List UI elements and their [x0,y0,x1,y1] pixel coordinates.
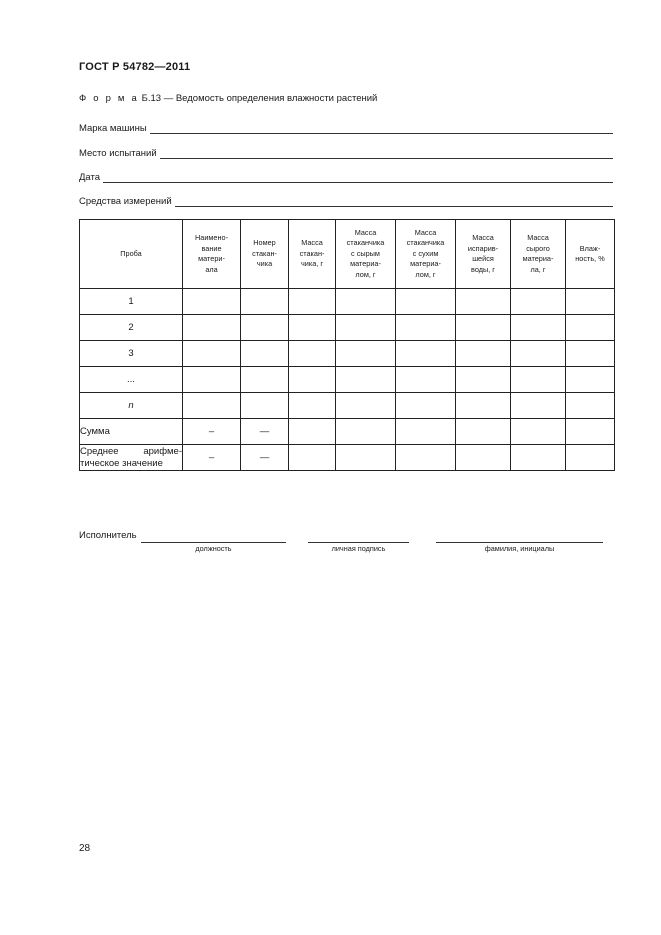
cell[interactable] [396,341,456,367]
position-line[interactable] [141,542,286,543]
cell[interactable] [336,419,396,445]
cell[interactable] [456,315,511,341]
cell[interactable] [241,341,289,367]
cell[interactable] [396,445,456,471]
field-label: Место испытаний [79,148,157,159]
cell[interactable] [336,367,396,393]
field-label: Марка машины [79,123,147,134]
cell[interactable] [566,445,615,471]
cell[interactable] [289,367,336,393]
cell[interactable] [456,289,511,315]
cell[interactable] [566,341,615,367]
table-row [80,315,615,341]
field-label: Дата [79,172,101,183]
col-header-moisture: Влаж- ность, % [566,220,615,289]
sum-label: Сумма [80,419,183,445]
position-caption: должность [195,544,232,553]
document-code: ГОСТ Р 54782—2011 [79,61,191,73]
cell[interactable] [511,341,566,367]
probe-cell: 2 [80,315,183,341]
col-header-wet-mass: Масса стаканчика с сырым материа- лом, г [336,220,396,289]
probe-cell: 1 [80,289,183,315]
col-header-cup-mass: Масса стакан- чика, г [289,220,336,289]
cell[interactable] [241,315,289,341]
name-caption: фамилия, инициалы [484,544,555,553]
moisture-table [79,219,615,471]
col-header-raw-mass: Масса сырого материа- ла, г [511,220,566,289]
cell[interactable] [566,289,615,315]
cell[interactable] [456,445,511,471]
signature-caption: личная подпись [331,544,386,553]
col-header-probe: Проба [80,220,183,289]
cell[interactable] [336,445,396,471]
signature-line[interactable] [308,542,409,543]
fill-line[interactable] [150,122,613,134]
cell[interactable] [511,419,566,445]
dash-cell: — [241,419,289,445]
col-header-cup-number: Номер стакан- чика [241,220,289,289]
cell[interactable] [289,341,336,367]
cell[interactable] [241,289,289,315]
form-name: — Ведомость определения влажности растений [163,93,378,104]
page-number: 28 [79,843,91,854]
cell[interactable] [511,289,566,315]
sum-row [80,419,615,445]
table-row [80,289,615,315]
cell[interactable] [511,393,566,419]
field-date [79,169,613,183]
average-row [80,445,615,471]
cell[interactable] [336,315,396,341]
cell[interactable] [289,419,336,445]
cell[interactable] [566,315,615,341]
table-row [80,367,615,393]
cell[interactable] [336,341,396,367]
dash-cell: — [241,445,289,471]
cell[interactable] [241,393,289,419]
cell[interactable] [566,419,615,445]
cell[interactable] [396,367,456,393]
fill-line[interactable] [160,147,613,159]
table-row [80,393,615,419]
signature-block [79,530,614,560]
cell[interactable] [396,419,456,445]
cell[interactable] [183,393,241,419]
cell[interactable] [511,445,566,471]
table-row [80,341,615,367]
cell[interactable] [289,289,336,315]
cell[interactable] [183,315,241,341]
form-prefix: Ф о р м а [79,93,139,104]
field-machine-brand [79,120,613,134]
col-header-water-mass: Масса испарив- шейся воды, г [456,220,511,289]
probe-cell: 3 [80,341,183,367]
cell[interactable] [336,289,396,315]
cell[interactable] [456,419,511,445]
cell[interactable] [289,393,336,419]
probe-cell: n [80,393,183,419]
cell[interactable] [456,367,511,393]
cell[interactable] [511,367,566,393]
name-line[interactable] [436,542,603,543]
col-header-material-name: Наимено- вание матери- ала [183,220,241,289]
probe-cell: ... [80,367,183,393]
cell[interactable] [566,367,615,393]
form-number: Б.13 [141,93,162,104]
col-header-dry-mass: Масса стаканчика с сухим материа- лом, г [396,220,456,289]
average-label: Среднее арифме-тическое значение [80,445,182,469]
table-header-row [80,220,615,289]
cell[interactable] [183,289,241,315]
cell[interactable] [511,315,566,341]
dash-cell: – [183,445,241,471]
fill-line[interactable] [175,195,613,207]
cell[interactable] [289,315,336,341]
cell[interactable] [183,367,241,393]
cell[interactable] [566,393,615,419]
cell[interactable] [456,393,511,419]
cell[interactable] [396,393,456,419]
field-label: Средства измерений [79,196,172,207]
cell[interactable] [396,315,456,341]
cell[interactable] [456,341,511,367]
cell[interactable] [336,393,396,419]
cell[interactable] [241,367,289,393]
cell[interactable] [289,445,336,471]
dash-cell: – [183,419,241,445]
executor-label: Исполнитель [79,530,137,541]
fill-line[interactable] [103,171,613,183]
field-measurement-tools [79,193,613,207]
cell[interactable] [183,341,241,367]
form-title [79,93,377,104]
field-test-place [79,145,613,159]
cell[interactable] [396,289,456,315]
